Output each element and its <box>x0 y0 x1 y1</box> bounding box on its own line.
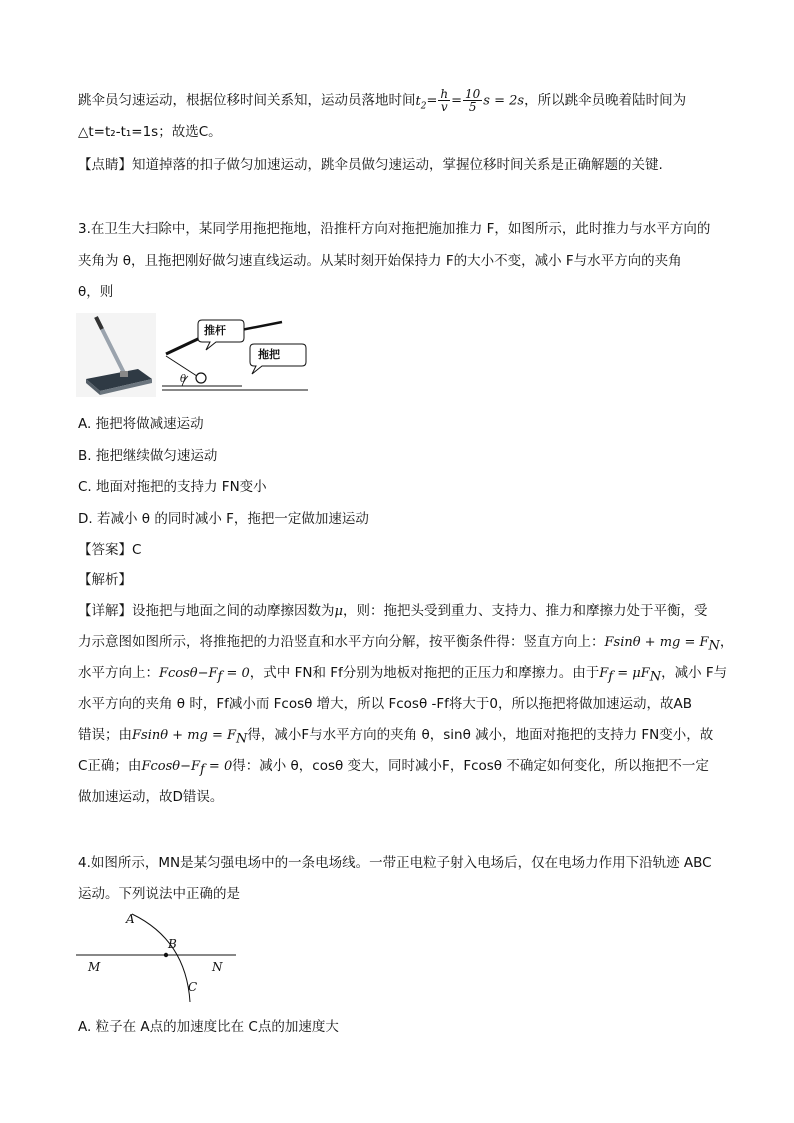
label-a: A <box>126 912 135 926</box>
fraction-10-over-5: $\frac{10}{5}$ <box>465 87 481 114</box>
equals-sign: = <box>426 93 438 109</box>
label-theta: θ <box>180 374 187 385</box>
prev-line-3-comment: 【点睛】知道掉落的扣子做匀加速运动，跳伞员做匀速运动，掌握位移时间关系是正确解题的关键. <box>78 157 663 173</box>
q3-analysis-line-3: 水平方向上：$Fcos\theta-F_f = 0$，式中 FN和 Ff分别为地板对拖把的正压力和摩擦力。由于$F_f = \mu F_N$，减小 F与 <box>78 665 728 685</box>
prev-line-1 <box>78 88 686 116</box>
label-push-rod: 推杆 <box>204 324 226 337</box>
point-b <box>164 953 168 957</box>
label-n: N <box>212 960 223 974</box>
text-span: 跳伞员匀速运动，根据位移时间关系知，运动员落地时间 <box>78 92 416 109</box>
q3-stem-1: 3.在卫生大扫除中，某同学用拖把拖地，沿推杆方向对拖把施加推力 F，如图所示，此时推力与水平方向的 <box>78 221 711 237</box>
result-math: s = 2s <box>483 93 525 109</box>
q3-option-d: D. 若减小 θ 的同时减小 F，拖把一定做加速运动 <box>78 511 369 527</box>
text-span: ，所以跳伞员晚着陆时间为 <box>524 92 687 109</box>
trajectory-abc <box>132 914 190 1002</box>
fraction-h-over-v: $\frac{h}{v}$ <box>440 87 449 114</box>
q3-option-a: A. 拖把将做减速运动 <box>78 416 204 432</box>
q4-stem-2: 运动。下列说法中正确的是 <box>78 886 240 902</box>
q3-answer: 【答案】C <box>78 542 142 558</box>
prev-line-2: △t=t₂-t₁=1s；故选C。 <box>78 124 222 140</box>
t2-symbol: $t_2$ <box>415 93 427 112</box>
q4-option-a: A. 粒子在 A点的加速度比在 C点的加速度大 <box>78 1019 339 1035</box>
equals-sign-2: = <box>451 93 463 109</box>
q3-analysis-line-1: 【详解】设拖把与地面之间的动摩擦因数为μ，则：拖把头受到重力、支持力、推力和摩擦力处于平衡，受 <box>78 603 708 619</box>
q3-analysis-line-5: 错误；由Fsinθ + mg = $F_N$得，减小F与水平方向的夹角 θ，sinθ 减小，地面对拖把的支持力 FN变小，故 <box>78 727 714 747</box>
label-c: C <box>188 980 198 994</box>
q3-analysis-title: 【解析】 <box>78 572 132 588</box>
q3-option-b: B. 拖把继续做匀速运动 <box>78 448 218 464</box>
q3-analysis-line-7: 做加速运动，故D错误。 <box>78 789 224 805</box>
q3-analysis-line-6: C正确；由$Fcos\theta-F_f = 0$得：减小 θ，cosθ 变大，同时减小F，Fcosθ 不确定如何变化，所以拖把不一定 <box>78 758 709 778</box>
mop-photo <box>76 313 156 397</box>
label-mop: 拖把 <box>258 348 280 361</box>
q3-analysis-line-4: 水平方向的夹角 θ 时，Ff减小而 Fcosθ 增大，所以 Fcosθ -Ff将大于0，所以拖把将做加速运动，故AB <box>78 696 692 712</box>
q4-stem-1: 4.如图所示，MN是某匀强电场中的一条电场线。一带正电粒子射入电场后，仅在电场力作用下沿轨迹 ABC <box>78 855 712 871</box>
q3-analysis-line-2: 力示意图如图所示，将推拖把的力沿竖直和水平方向分解，按平衡条件得：竖直方向上：Fsinθ + mg = $F_N$， <box>78 634 734 654</box>
label-m: M <box>88 960 101 974</box>
q3-stem-2: 夹角为 θ，且拖把刚好做匀速直线运动。从某时刻开始保持力 F的大小不变，减小 F与水平方向的夹角 <box>78 253 682 269</box>
label-b: B <box>168 937 177 951</box>
q3-option-c: C. 地面对拖把的支持力 FN变小 <box>78 479 267 495</box>
q3-stem-3: θ，则 <box>78 284 114 300</box>
